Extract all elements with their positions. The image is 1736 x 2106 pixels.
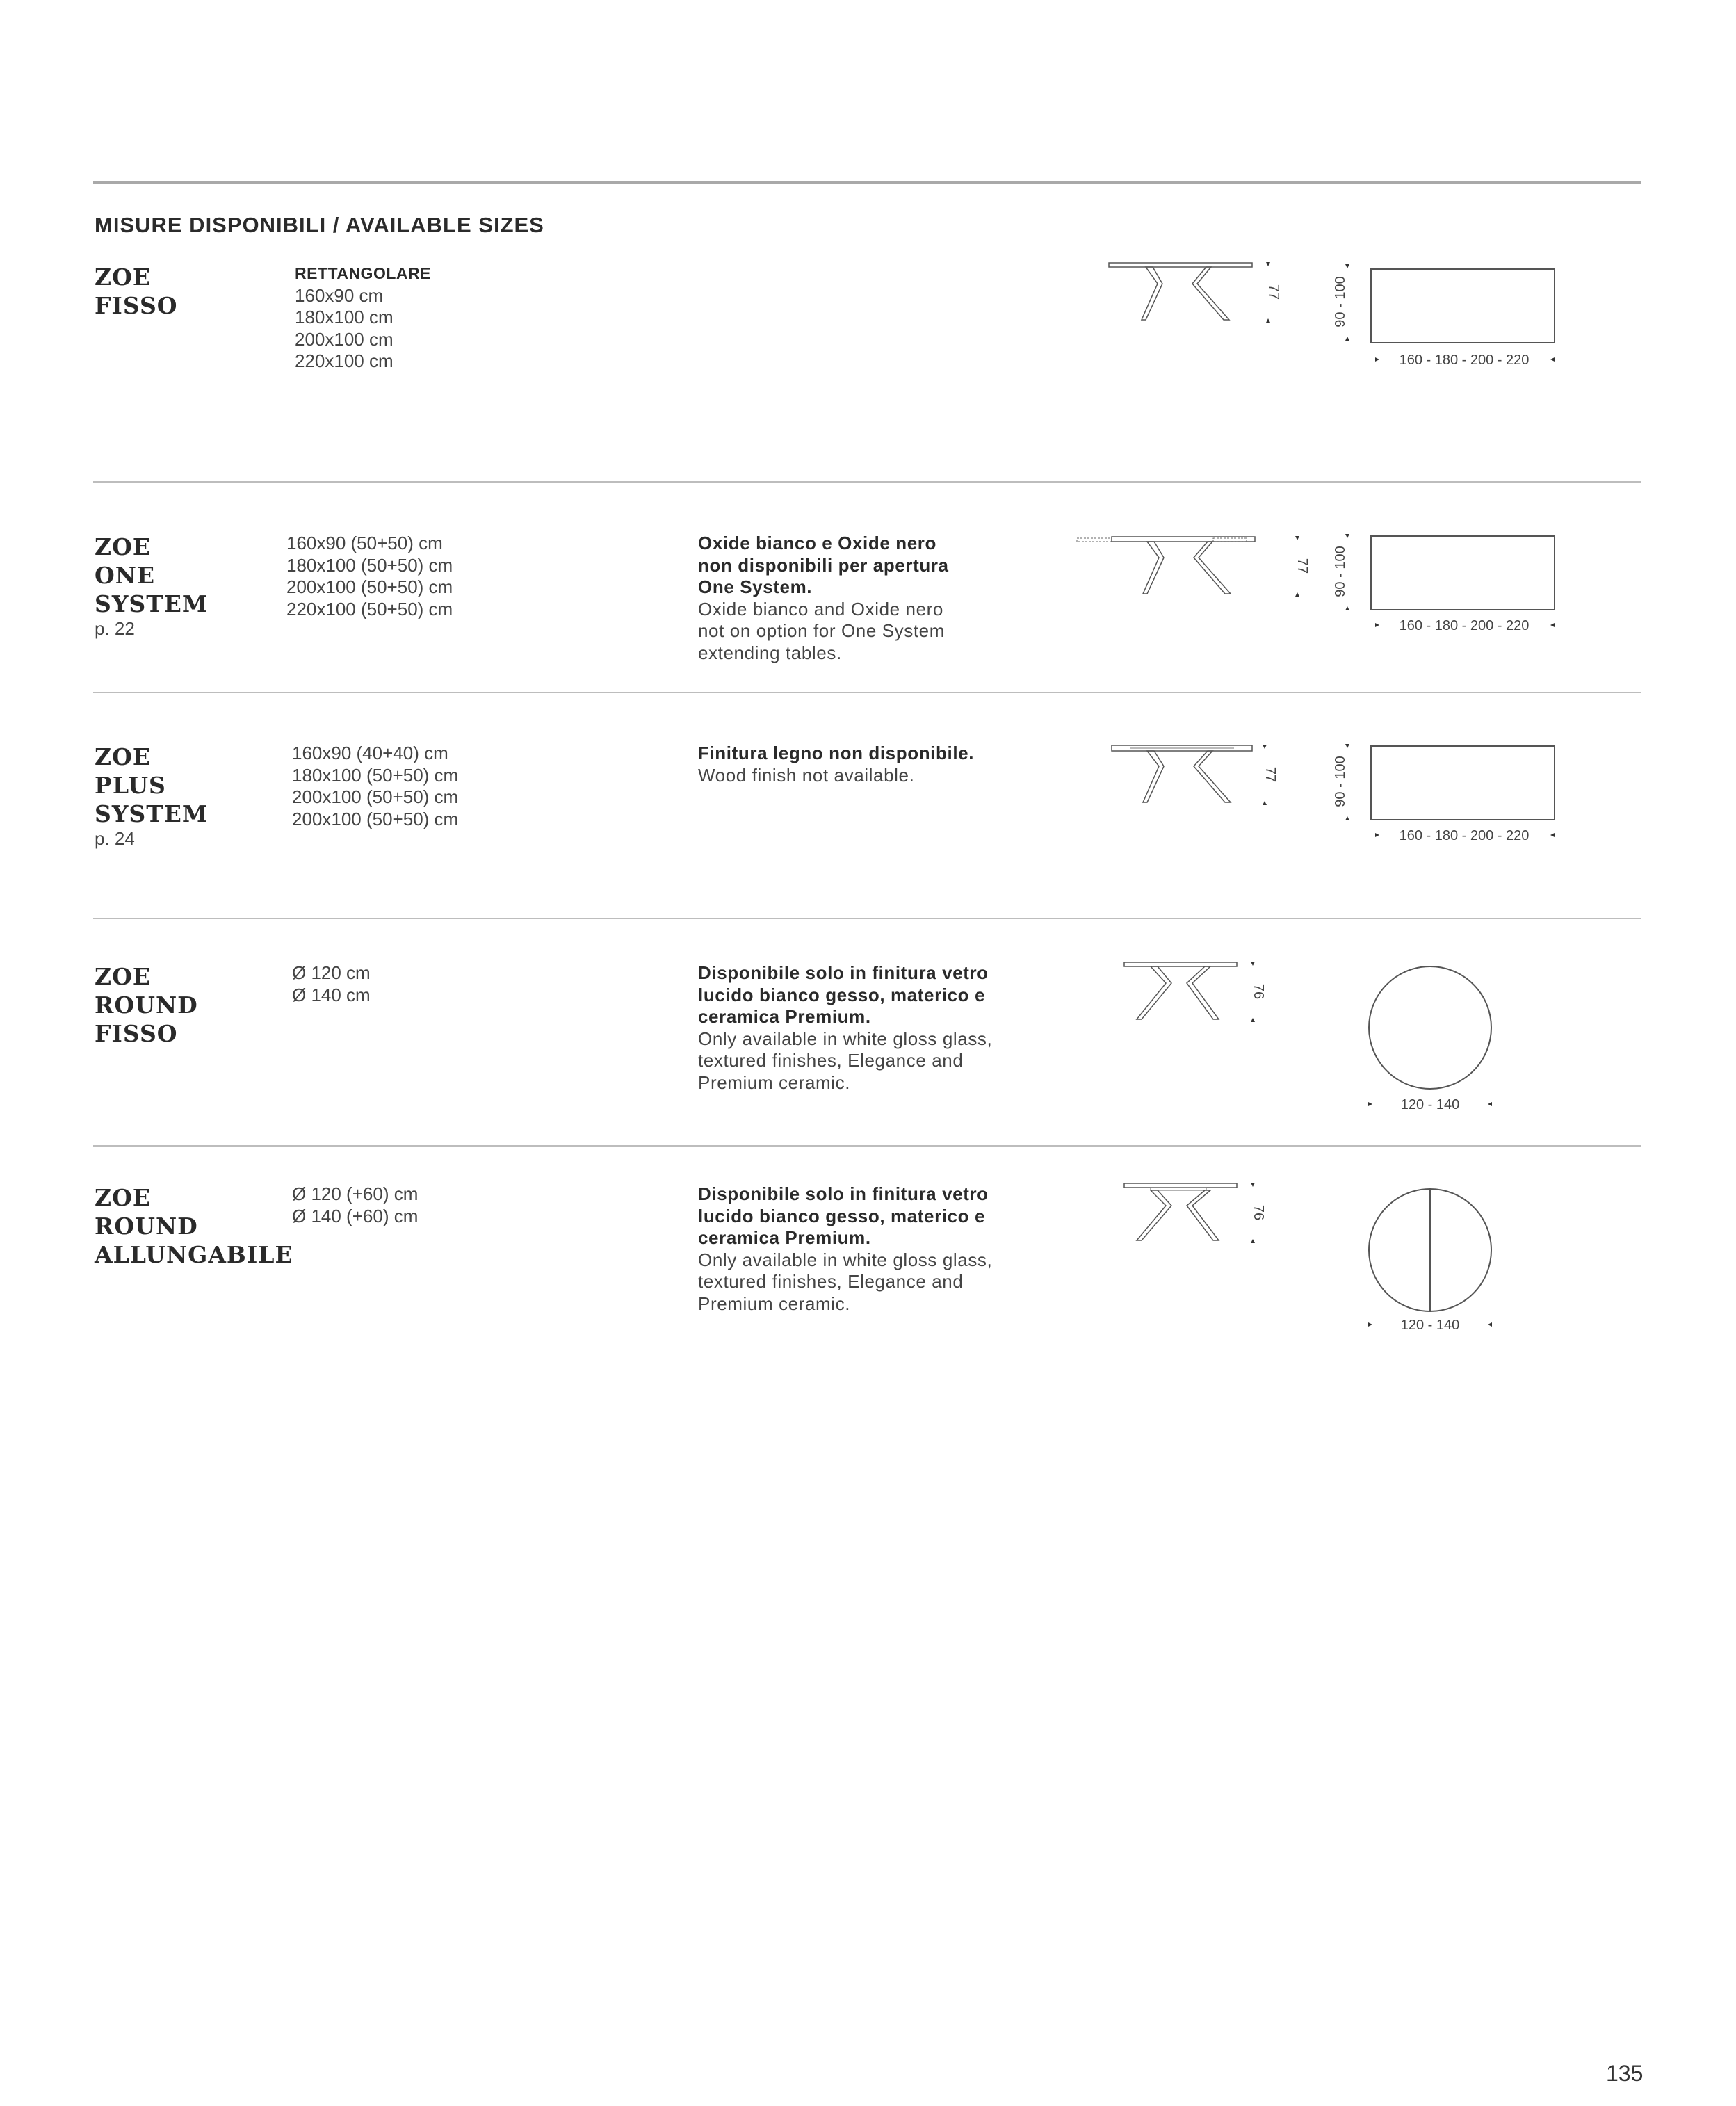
availability-note [698, 533, 1032, 664]
product-name-line: ONE [95, 562, 156, 589]
size-list [295, 263, 431, 373]
size-list [292, 1183, 418, 1227]
top-view-drawing [1335, 526, 1564, 637]
note-italian: lucido bianco gesso, materico e [698, 984, 986, 1005]
note-italian: ceramica Premium. [698, 1227, 871, 1248]
height-label: 77 [1266, 284, 1281, 300]
product-name-line: ZOE [95, 1184, 151, 1211]
size-item: Ø 140 cm [292, 984, 371, 1005]
product-name [95, 1183, 293, 1269]
availability-note [698, 1183, 1032, 1315]
size-item: Ø 120 cm [292, 962, 371, 983]
product-name-line: SYSTEM [95, 800, 209, 827]
size-list [292, 962, 371, 1006]
size-item: 220x100 cm [295, 350, 394, 371]
side-elevation-drawing [1074, 537, 1310, 606]
depth-label: 90 - 100 [1333, 546, 1348, 597]
size-item: 160x90 (40+40) cm [292, 743, 448, 763]
height-label: 76 [1251, 983, 1266, 1000]
size-list [286, 533, 453, 620]
note-italian: non disponibili per apertura [698, 554, 949, 576]
height-label: 76 [1251, 1204, 1266, 1221]
height-label: 77 [1263, 766, 1278, 783]
note-italian: Disponibile solo in finitura vetro [698, 1183, 989, 1204]
side-elevation-drawing [1123, 962, 1276, 1032]
note-english: extending tables. [698, 642, 842, 663]
side-elevation-drawing [1109, 745, 1290, 815]
side-elevation-drawing [1105, 263, 1286, 332]
note-english: Oxide bianco and Oxide nero [698, 598, 943, 619]
section-heading: MISURE DISPONIBILI / AVAILABLE SIZES [95, 213, 544, 237]
product-name-line: SYSTEM [95, 590, 209, 617]
note-english: not on option for One System [698, 620, 945, 641]
section-divider [93, 692, 1641, 693]
shape-label: RETTANGOLARE [295, 264, 431, 282]
size-list [292, 743, 458, 830]
size-item: 220x100 (50+50) cm [286, 598, 453, 619]
product-name [95, 743, 208, 849]
note-english: Premium ceramic. [698, 1293, 851, 1314]
size-item: 160x90 (50+50) cm [286, 533, 443, 553]
note-english: Only available in white gloss glass, [698, 1249, 993, 1270]
size-item: 200x100 (50+50) cm [292, 786, 459, 807]
product-name-line: ZOE [95, 264, 151, 291]
product-name-line: ZOE [95, 743, 151, 770]
section-divider [93, 1145, 1641, 1147]
availability-note [698, 743, 1032, 786]
product-name-line: FISSO [95, 292, 178, 319]
width-label: 160 - 180 - 200 - 220 [1399, 353, 1530, 368]
width-label: 120 - 140 [1400, 1097, 1460, 1112]
availability-note [698, 962, 1032, 1094]
page-reference: p. 24 [95, 828, 135, 849]
size-item: 200x100 (50+50) cm [286, 576, 453, 597]
size-item: Ø 140 (+60) cm [292, 1205, 419, 1226]
product-name-line: ROUND [95, 1213, 198, 1240]
note-italian: Disponibile solo in finitura vetro [698, 962, 989, 983]
width-label: 120 - 140 [1400, 1318, 1460, 1333]
size-item: 200x100 cm [295, 328, 394, 350]
size-item: 200x100 (50+50) cm [292, 808, 459, 829]
note-italian: lucido bianco gesso, materico e [698, 1205, 986, 1226]
size-item: 180x100 (50+50) cm [292, 764, 459, 786]
note-english: Wood finish not available. [698, 764, 915, 786]
product-name [95, 533, 208, 639]
note-italian: Oxide bianco e Oxide nero [698, 533, 936, 553]
depth-label: 90 - 100 [1333, 276, 1348, 327]
depth-label: 90 - 100 [1333, 756, 1348, 807]
product-name-line: ZOE [95, 533, 151, 560]
size-item: Ø 120 (+60) cm [292, 1183, 419, 1204]
section-divider [93, 481, 1641, 483]
note-english: textured finishes, Elegance and [698, 1271, 964, 1292]
product-name-line: ZOE [95, 963, 151, 990]
product-name-line: FISSO [95, 1020, 178, 1047]
top-view-drawing [1356, 1183, 1523, 1336]
page-number: 135 [1606, 2061, 1644, 2086]
top-view-drawing [1335, 256, 1564, 367]
product-name [95, 263, 178, 320]
height-label: 77 [1295, 558, 1310, 574]
note-italian: ceramica Premium. [698, 1006, 871, 1027]
section-divider [93, 918, 1641, 919]
width-label: 160 - 180 - 200 - 220 [1399, 828, 1530, 843]
product-name-line: PLUS [95, 772, 166, 799]
product-name-line: ROUND [95, 991, 198, 1019]
note-italian: Finitura legno non disponibile. [698, 743, 975, 763]
note-english: textured finishes, Elegance and [698, 1050, 964, 1071]
product-name-line: ALLUNGABILE [95, 1241, 293, 1268]
top-view-drawing [1335, 736, 1564, 847]
size-item: 180x100 (50+50) cm [286, 554, 453, 576]
top-rule [93, 181, 1641, 184]
size-item: 180x100 cm [295, 307, 394, 327]
width-label: 160 - 180 - 200 - 220 [1399, 618, 1530, 633]
product-name [95, 962, 198, 1048]
page-reference: p. 22 [95, 618, 135, 639]
note-english: Premium ceramic. [698, 1071, 851, 1093]
note-english: Only available in white gloss glass, [698, 1028, 993, 1049]
note-italian: One System. [698, 576, 813, 597]
top-view-drawing [1356, 962, 1523, 1115]
side-elevation-drawing [1123, 1183, 1276, 1253]
size-item: 160x90 cm [295, 284, 384, 306]
